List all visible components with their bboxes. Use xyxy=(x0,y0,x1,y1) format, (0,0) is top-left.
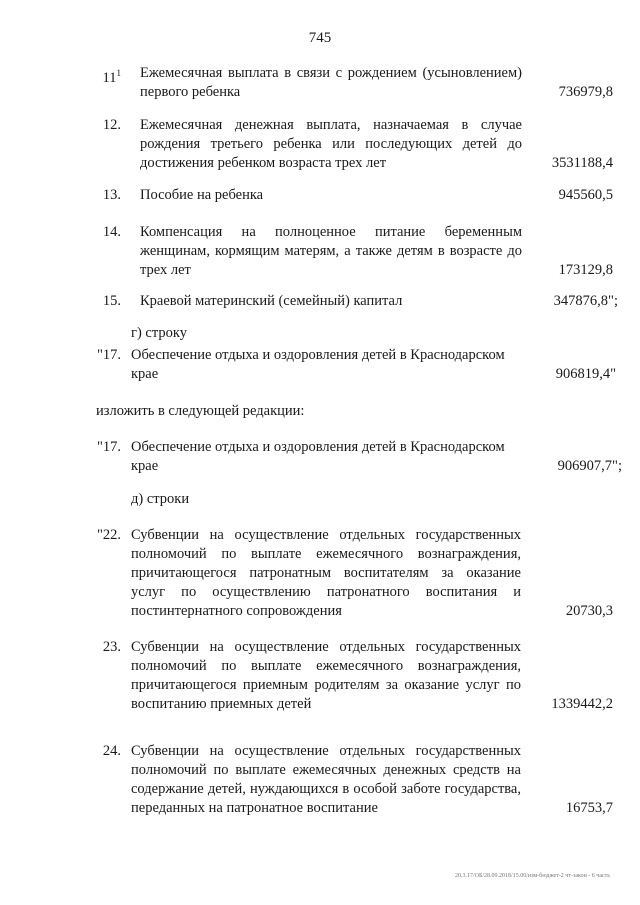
row-number: 12. xyxy=(102,117,121,133)
instruction-text: изложить в следующей редакции: xyxy=(96,403,305,419)
row-description: Пособие на ребенка xyxy=(140,187,264,203)
subitem-label: г) строку xyxy=(131,325,187,341)
row-amount: 173129,8 xyxy=(558,262,613,278)
row-description: Субвенции на осуществление отдельных государственных полномочий по выплате ежемесячного вознаграждения, причитающегося патронатным воспитателям за оказание услуг по осуществлению патронатного воспитания и постинтернатного сопровождения xyxy=(131,527,521,619)
row-number: 24. xyxy=(102,743,121,759)
row-number: 15. xyxy=(102,293,121,309)
row-number: 14. xyxy=(102,224,121,240)
row-description: Ежемесячная выплата в связи с рождением (усыновлением) первого ребенка xyxy=(140,65,522,100)
row-amount: 20730,3 xyxy=(565,603,613,619)
budget-row xyxy=(0,346,640,384)
row-amount: 906907,7"; xyxy=(557,458,622,474)
row-description: Обеспечение отдыха и оздоровления детей в Краснодарском крае xyxy=(131,347,505,382)
row-amount: 945560,5 xyxy=(558,187,613,203)
budget-row xyxy=(0,526,640,621)
budget-row xyxy=(0,638,640,714)
budget-row xyxy=(0,438,640,476)
budget-row xyxy=(0,223,640,280)
budget-row xyxy=(0,64,640,102)
subitem-label: д) строки xyxy=(131,491,190,507)
row-description: Субвенции на осуществление отдельных государственных полномочий по выплате ежемесячного вознаграждения, причитающегося приемным родителям за оказание услуг по воспитанию приемных детей xyxy=(131,639,521,712)
row-amount: 3531188,4 xyxy=(551,155,613,171)
page-number: 745 xyxy=(308,30,332,46)
row-number: $11^1$ xyxy=(102,68,121,86)
row-amount: 1339442,2 xyxy=(551,696,613,712)
budget-row xyxy=(0,742,640,818)
budget-row xyxy=(0,116,640,173)
row-amount: 347876,8"; xyxy=(553,293,618,309)
budget-row xyxy=(0,186,640,205)
footer-file-stamp: 20.3.17/ОБ/28.09.2018/15.00/изм-бюджет-2 чт-закон - 6 часть xyxy=(454,873,610,879)
row-amount: 906819,4" xyxy=(555,366,616,382)
budget-row xyxy=(0,292,640,311)
row-amount: 736979,8 xyxy=(558,84,613,100)
row-description: Обеспечение отдыха и оздоровления детей в Краснодарском крае xyxy=(131,439,505,474)
row-number: "22. xyxy=(96,527,121,543)
row-description: Краевой материнский (семейный) капитал xyxy=(140,293,403,309)
row-number: "17. xyxy=(96,347,121,363)
row-number: "17. xyxy=(96,439,121,455)
row-amount: 16753,7 xyxy=(565,800,613,816)
row-number: 13. xyxy=(102,187,121,203)
row-description: Субвенции на осуществление отдельных государственных полномочий по выплате ежемесячных денежных средств на содержание детей, нуждающихся в особой заботе государства, переданных на патронатное воспитание xyxy=(131,743,521,816)
row-description: Ежемесячная денежная выплата, назначаемая в случае рождения третьего ребенка или последующих детей до достижения ребенком возраста трех лет xyxy=(140,117,522,171)
row-number: 23. xyxy=(102,639,121,655)
row-description: Компенсация на полноценное питание беременным женщинам, кормящим матерям, а также детям в возрасте до трех лет xyxy=(140,224,522,278)
